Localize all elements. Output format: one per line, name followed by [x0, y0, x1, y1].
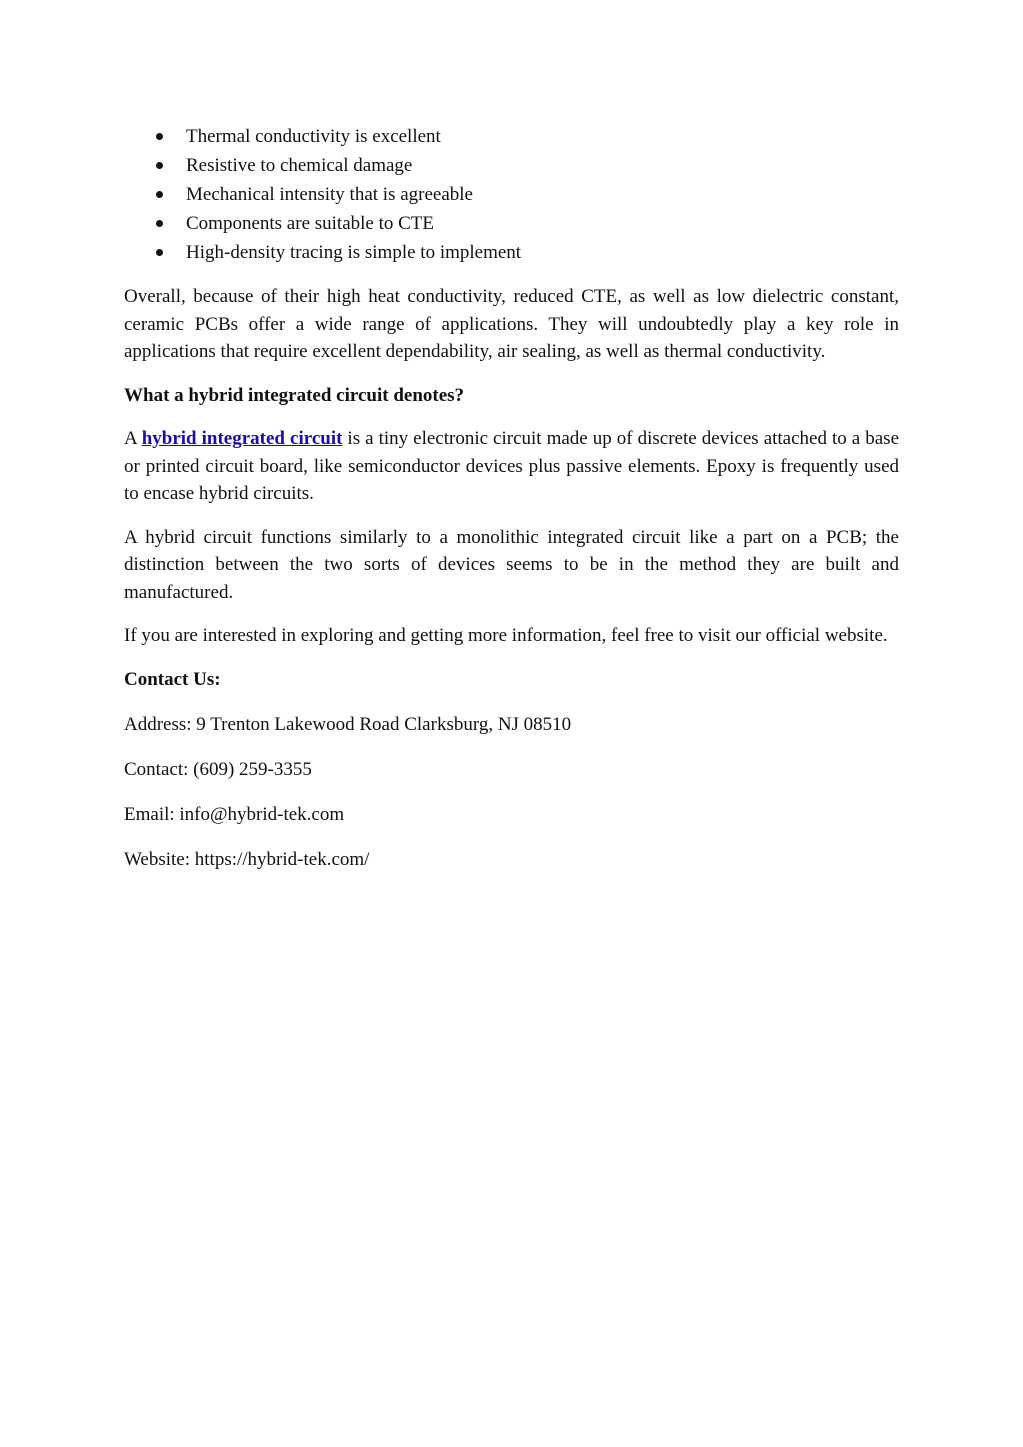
cta-paragraph: If you are interested in exploring and getting more information, feel free to visit our official website. — [124, 625, 888, 646]
hybrid-integrated-circuit-link[interactable]: hybrid integrated circuit — [141, 428, 343, 449]
bullet-dot-icon — [156, 249, 163, 256]
hybrid-definition-paragraph — [124, 425, 899, 508]
feature-bullet-list — [124, 122, 899, 267]
bullet-text: Thermal conductivity is excellent — [186, 126, 441, 147]
bullet-text: Resistive to chemical damage — [186, 155, 413, 176]
contact-website: Website: https://hybrid-tek.com/ — [124, 848, 370, 870]
bullet-dot-icon — [156, 133, 163, 140]
bullet-item — [124, 238, 899, 267]
bullet-text: Mechanical intensity that is agreeable — [186, 184, 473, 205]
contact-email: Email: info@hybrid-tek.com — [124, 803, 345, 825]
bullet-item — [124, 122, 899, 151]
bullet-dot-icon — [156, 220, 163, 227]
section-heading: What a hybrid integrated circuit denotes? — [124, 384, 465, 406]
document-page — [124, 122, 899, 891]
bullet-text: Components are suitable to CTE — [186, 213, 435, 234]
bullet-dot-icon — [156, 162, 163, 169]
paragraph-suffix: is a tiny electronic circuit made up of discrete devices attached to a base or printed circuit board, like semiconductor devices plus passive elements. Epoxy is frequently used to encase hybrid circuits. — [124, 428, 900, 504]
contact-address: Address: 9 Trenton Lakewood Road Clarksburg, NJ 08510 — [124, 713, 572, 735]
contact-heading: Contact Us: — [124, 668, 221, 690]
bullet-text: High-density tracing is simple to implement — [186, 242, 522, 263]
overview-paragraph: Overall, because of their high heat conductivity, reduced CTE, as well as low dielectric constant, ceramic PCBs offer a wide range of applications. They will undoubtedly play a key role in applications that require excellent dependability, air sealing, as well as thermal conductivity. — [124, 286, 899, 362]
function-paragraph: A hybrid circuit functions similarly to a monolithic integrated circuit like a part on a PCB; the distinction between the two sorts of devices seems to be in the method they are built and manufactured. — [124, 526, 899, 603]
bullet-item — [124, 151, 899, 180]
contact-phone: Contact: (609) 259-3355 — [124, 758, 312, 780]
bullet-item — [124, 180, 899, 209]
paragraph-prefix: A — [124, 428, 142, 449]
bullet-dot-icon — [156, 191, 163, 198]
bullet-item — [124, 209, 899, 238]
